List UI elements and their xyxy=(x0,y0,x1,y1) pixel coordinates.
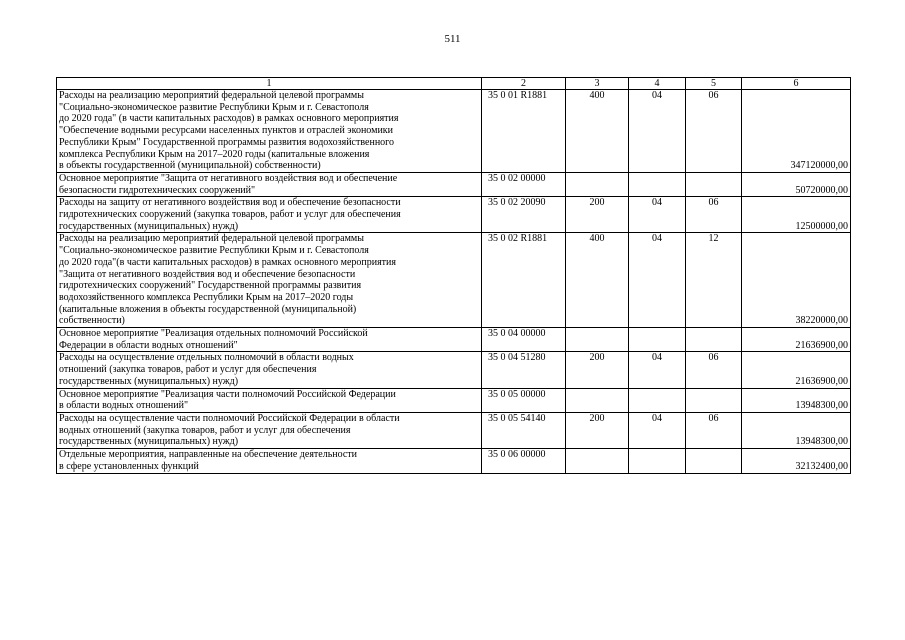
expense-type xyxy=(566,388,629,412)
column-number-row xyxy=(57,78,851,90)
column-header-4: 4 xyxy=(629,78,686,90)
description-line: безопасности гидротехнических сооружений" xyxy=(59,184,256,196)
table-row xyxy=(57,328,851,352)
section-code xyxy=(629,328,686,352)
amount: 13948300,00 xyxy=(742,388,851,412)
subsection-code xyxy=(686,328,742,352)
subsection-code: 06 xyxy=(686,412,742,448)
description-line: Отдельные мероприятия, направленные на обеспечение деятельности xyxy=(59,449,358,461)
page-number: 511 xyxy=(444,33,461,45)
target-article-code: 35 0 04 51280 xyxy=(482,352,566,388)
section-code xyxy=(629,388,686,412)
row-description xyxy=(57,352,482,388)
column-header-2: 2 xyxy=(482,78,566,90)
target-article-code: 35 0 05 54140 xyxy=(482,412,566,448)
description-line: Расходы на осуществление отдельных полномочий в области водных xyxy=(59,352,354,364)
subsection-code: 06 xyxy=(686,90,742,173)
description-line: в сфере установленных функций xyxy=(59,460,199,472)
expense-type xyxy=(566,449,629,473)
expense-type: 400 xyxy=(566,90,629,173)
description-line: до 2020 года" (в части капитальных расходов) в рамках основного мероприятия xyxy=(59,113,399,125)
expense-type xyxy=(566,328,629,352)
section-code: 04 xyxy=(629,90,686,173)
description-line: собственности) xyxy=(59,315,125,327)
table-row xyxy=(57,388,851,412)
description-line: Расходы на осуществление части полномочий Российской Федерации в области xyxy=(59,412,400,424)
description-line: в объекты государственной (муниципальной) собственности) xyxy=(59,160,321,172)
column-header-3: 3 xyxy=(566,78,629,90)
table-row xyxy=(57,90,851,173)
section-code xyxy=(629,449,686,473)
row-description xyxy=(57,412,482,448)
table-row xyxy=(57,449,851,473)
amount: 12500000,00 xyxy=(742,197,851,233)
description-line: гидротехнических сооружений" Государственной программы развития xyxy=(59,280,362,292)
section-code: 04 xyxy=(629,197,686,233)
target-article-code: 35 0 02 00000 xyxy=(482,172,566,196)
description-line: государственных (муниципальных) нужд) xyxy=(59,375,239,387)
row-description xyxy=(57,197,482,233)
description-line: Основное мероприятие "Защита от негативного воздействия вод и обеспечение xyxy=(59,172,398,184)
description-line: "Социально-экономическое развитие Республики Крым и г. Севастополя xyxy=(59,101,369,113)
amount: 347120000,00 xyxy=(742,90,851,173)
row-description xyxy=(57,388,482,412)
description-line: Основное мероприятие "Реализация части полномочий Российской Федерации xyxy=(59,388,396,400)
row-description xyxy=(57,328,482,352)
amount: 32132400,00 xyxy=(742,449,851,473)
table-row xyxy=(57,172,851,196)
table-row xyxy=(57,352,851,388)
description-line: "Социально-экономическое развитие Республики Крым и г. Севастополя xyxy=(59,245,369,257)
expense-type: 200 xyxy=(566,197,629,233)
column-header-5: 5 xyxy=(686,78,742,90)
amount: 21636900,00 xyxy=(742,352,851,388)
table-row xyxy=(57,412,851,448)
row-description xyxy=(57,449,482,473)
description-line: (капитальные вложения в объекты государственной (муниципальной) xyxy=(59,303,357,315)
amount: 21636900,00 xyxy=(742,328,851,352)
target-article-code: 35 0 02 20090 xyxy=(482,197,566,233)
description-line: водных отношений (закупка товаров, работ и услуг для обеспечения xyxy=(59,424,351,436)
budget-table xyxy=(56,77,851,474)
description-line: Расходы на реализацию мероприятий федеральной целевой программы xyxy=(59,233,364,245)
expense-type xyxy=(566,172,629,196)
amount: 38220000,00 xyxy=(742,233,851,328)
description-line: государственных (муниципальных) нужд) xyxy=(59,436,239,448)
target-article-code: 35 0 02 R1881 xyxy=(482,233,566,328)
subsection-code: 06 xyxy=(686,352,742,388)
amount: 50720000,00 xyxy=(742,172,851,196)
expense-type: 200 xyxy=(566,412,629,448)
section-code: 04 xyxy=(629,233,686,328)
description-line: "Защита от негативного воздействия вод и обеспечение безопасности xyxy=(59,268,356,280)
target-article-code: 35 0 05 00000 xyxy=(482,388,566,412)
column-header-6: 6 xyxy=(742,78,851,90)
row-description xyxy=(57,233,482,328)
description-line: Расходы на реализацию мероприятий федеральной целевой программы xyxy=(59,90,364,101)
description-line: Основное мероприятие "Реализация отдельных полномочий Российской xyxy=(59,328,368,340)
description-line: отношений (закупка товаров, работ и услуг для обеспечения xyxy=(59,364,317,376)
description-line: Республики Крым" Государственной программы развития водохозяйственного xyxy=(59,136,395,148)
target-article-code: 35 0 01 R1881 xyxy=(482,90,566,173)
subsection-code: 12 xyxy=(686,233,742,328)
row-description xyxy=(57,90,482,173)
column-header-1: 1 xyxy=(57,78,482,90)
amount: 13948300,00 xyxy=(742,412,851,448)
subsection-code xyxy=(686,449,742,473)
description-line: государственных (муниципальных) нужд) xyxy=(59,220,239,232)
table-row xyxy=(57,197,851,233)
row-description xyxy=(57,172,482,196)
description-line: в области водных отношений" xyxy=(59,400,189,412)
subsection-code: 06 xyxy=(686,197,742,233)
description-line: гидротехнических сооружений (закупка товаров, работ и услуг для обеспечения xyxy=(59,209,401,221)
description-line: водохозяйственного комплекса Республики Крым на 2017–2020 годы xyxy=(59,291,354,303)
description-line: Расходы на защиту от негативного воздействия вод и обеспечение безопасности xyxy=(59,197,401,209)
expense-type: 200 xyxy=(566,352,629,388)
expense-type: 400 xyxy=(566,233,629,328)
description-line: "Обеспечение водными ресурсами населенных пунктов и отраслей экономики xyxy=(59,125,394,137)
description-line: до 2020 года"(в части капитальных расходов) в рамках основного мероприятия xyxy=(59,256,397,268)
description-line: комплекса Республики Крым на 2017–2020 годы (капитальные вложения xyxy=(59,148,370,160)
subsection-code xyxy=(686,172,742,196)
target-article-code: 35 0 06 00000 xyxy=(482,449,566,473)
section-code: 04 xyxy=(629,412,686,448)
table-row xyxy=(57,233,851,328)
description-line: Федерации в области водных отношений" xyxy=(59,339,238,351)
target-article-code: 35 0 04 00000 xyxy=(482,328,566,352)
subsection-code xyxy=(686,388,742,412)
section-code xyxy=(629,172,686,196)
section-code: 04 xyxy=(629,352,686,388)
